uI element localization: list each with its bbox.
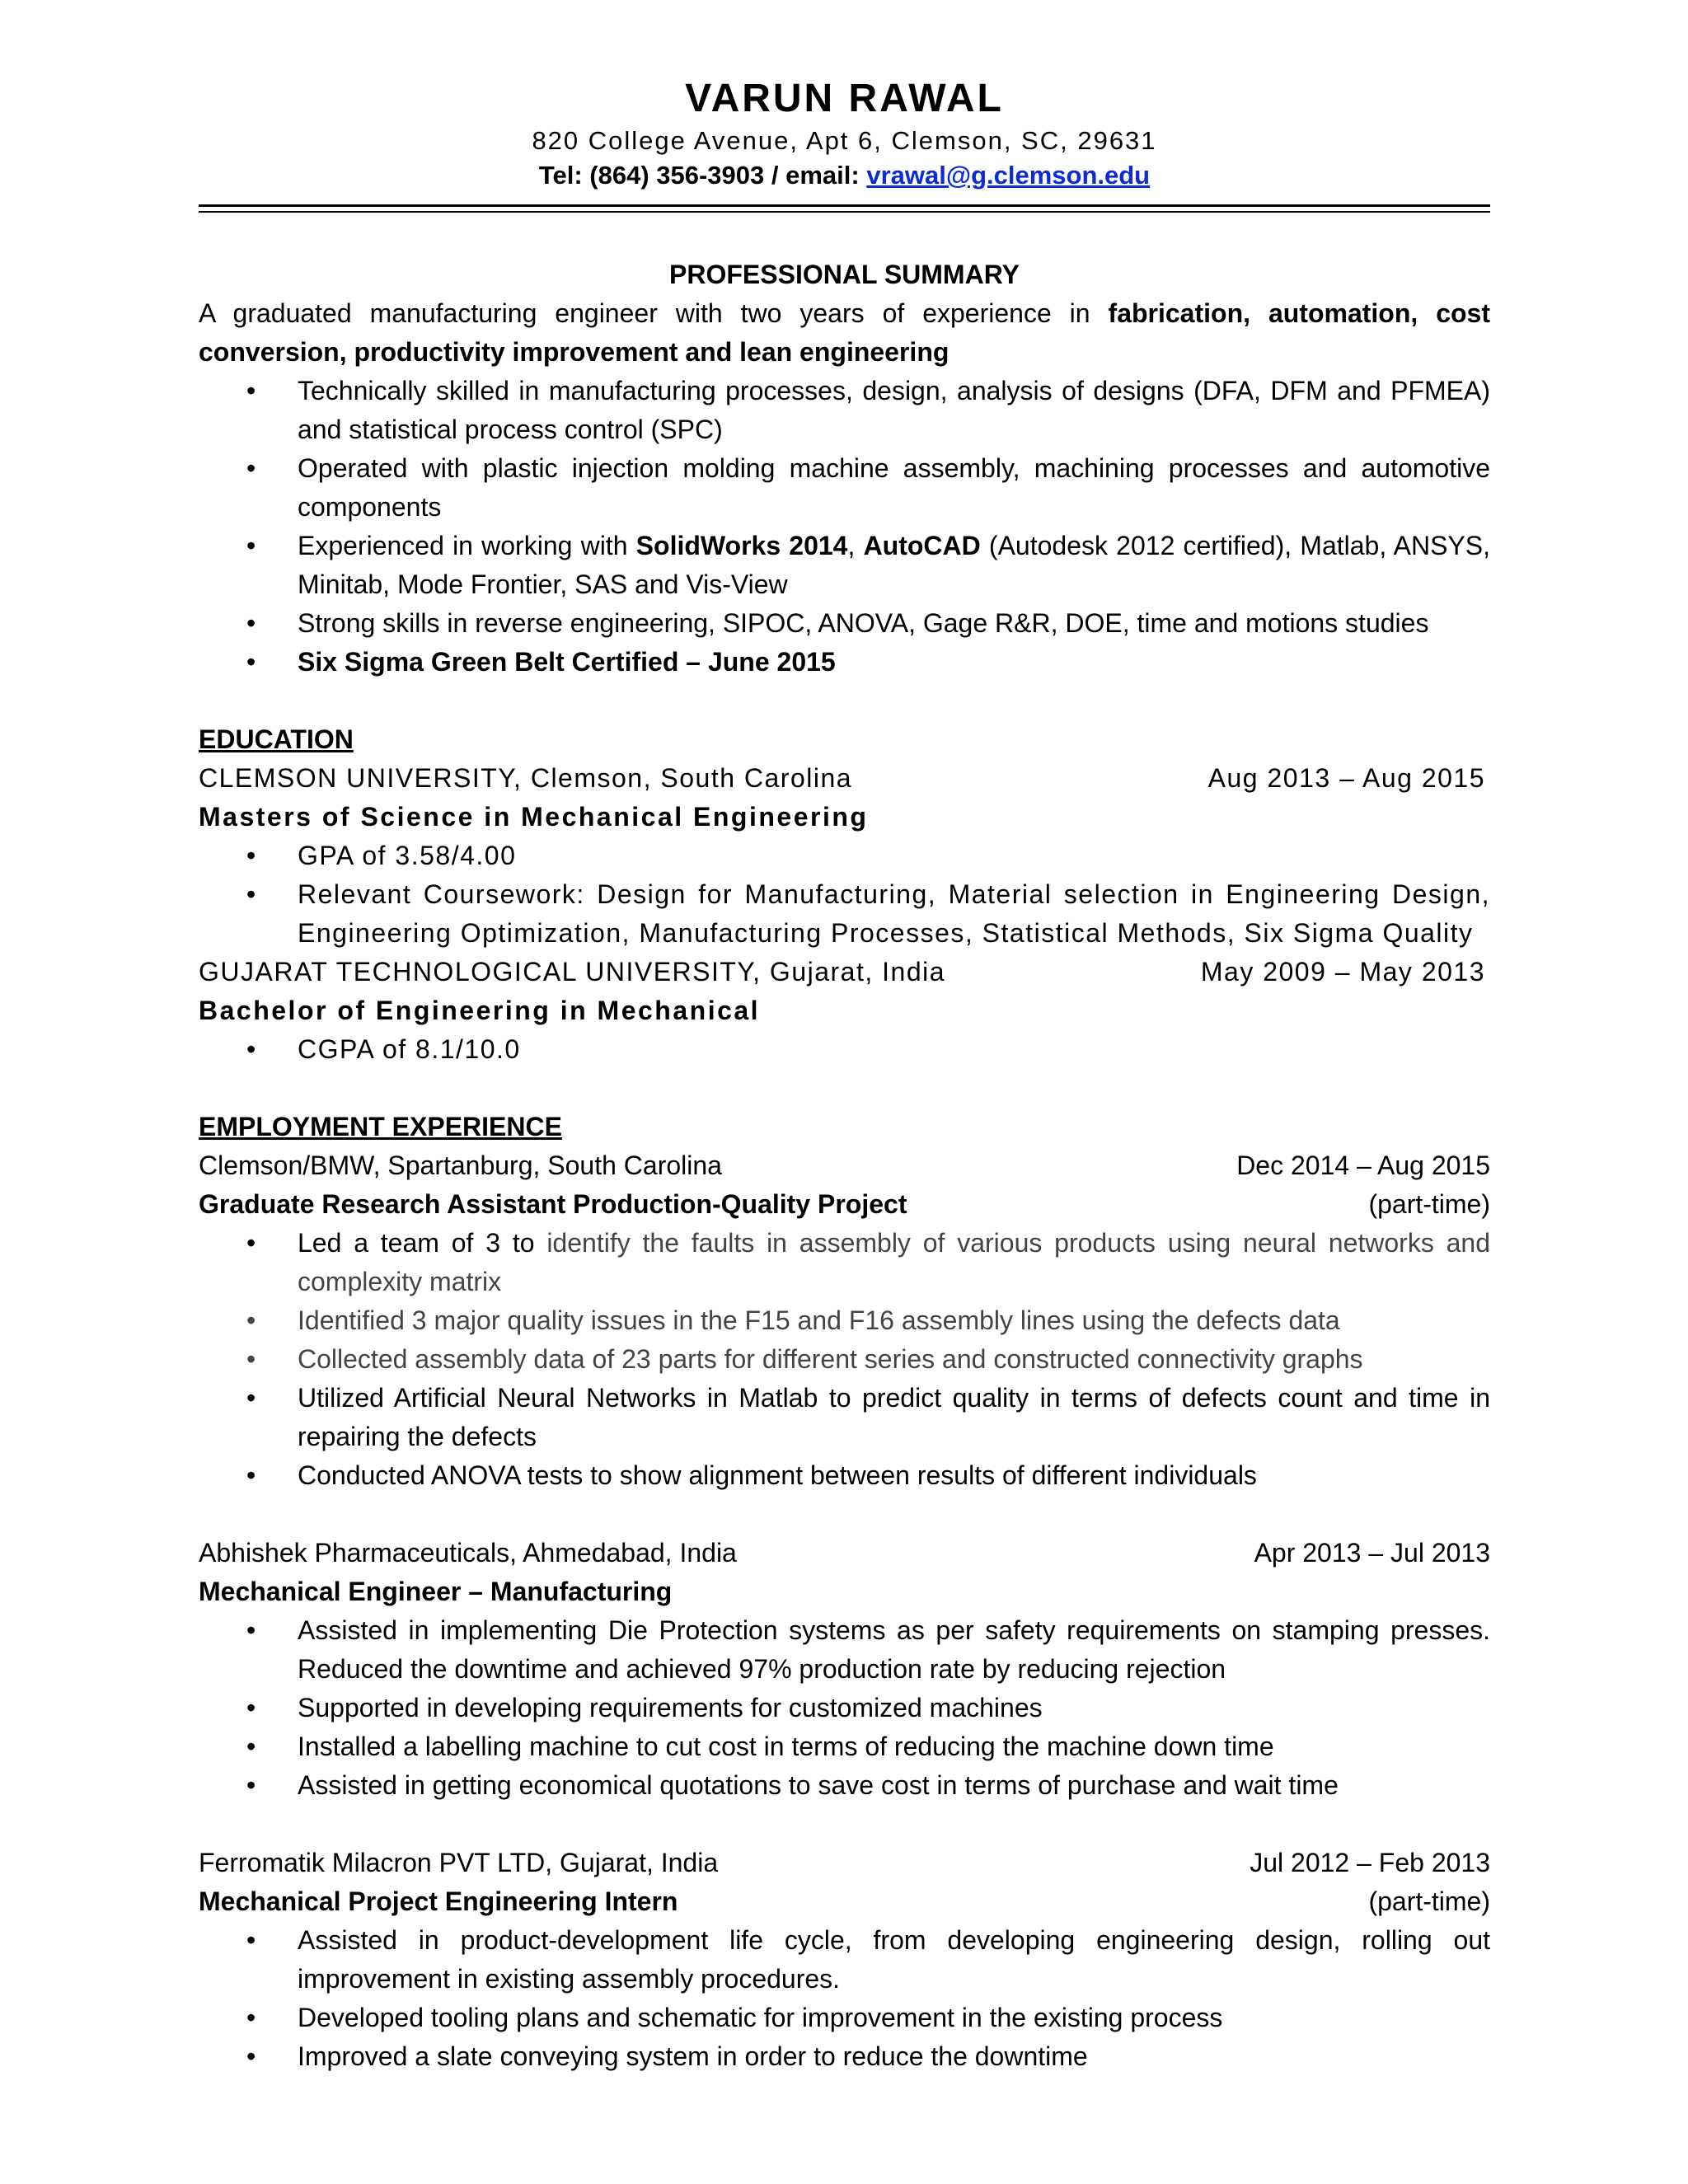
job-bullet: • Assisted in product-development life cycle, from developing engineering design, rolling out improvement in existing assembly procedures. (199, 1921, 1490, 1999)
job-note: (part-time) (1368, 1189, 1490, 1219)
job-bullet: • Developed tooling plans and schematic for improvement in the existing process (199, 1999, 1490, 2037)
summary-heading: PROFESSIONAL SUMMARY (669, 260, 1020, 289)
degree-title: Masters of Science in Mechanical Engineering (199, 802, 869, 832)
job-title-row (199, 1572, 1490, 1611)
job-bullet: • Assisted in implementing Die Protection systems as per safety requirements on stamping presses. Reduced the downtime and achieved 97% production rate by reducing rejection (199, 1611, 1490, 1689)
bullet-bold: AutoCAD (863, 531, 981, 560)
summary-intro (199, 294, 1490, 372)
job-header (199, 1844, 1490, 1882)
job-title-row (199, 1882, 1490, 1921)
tel-label: Tel: (864) 356-3903 / email: (538, 161, 867, 190)
job-bullet: • Utilized Artificial Neural Networks in Matlab to predict quality in terms of defects count and time in repairing the defects (199, 1379, 1490, 1456)
address: 820 College Avenue, Apt 6, Clemson, SC, 29631 (532, 126, 1157, 155)
job-dates: Dec 2014 – Aug 2015 (1236, 1151, 1490, 1180)
bullet-text: (Autodesk 2012 certified), Matlab, ANSYS, Minitab, Mode Frontier, SAS and Vis-View (298, 531, 1491, 599)
education-bullet: • CGPA of 8.1/10.0 (199, 1030, 1490, 1069)
company-name: Clemson/BMW, Spartanburg, South Carolina (199, 1151, 722, 1180)
summary-intro-text: A graduated manufacturing engineer with two years of experience in (199, 298, 1109, 328)
job-bullet: • Collected assembly data of 23 parts for different series and constructed connectivity graphs (199, 1340, 1490, 1379)
email-link[interactable]: vrawal@g.clemson.edu (866, 161, 1151, 190)
education-heading: EDUCATION (199, 724, 354, 754)
summary-intro-bold: fabrication, automation, cost conversion, productivity improvement and lean engineering (199, 298, 1491, 367)
job-bullets (199, 1611, 1490, 1805)
job-bullet (199, 1224, 1490, 1301)
bullet-bold: SolidWorks 2014 (635, 531, 848, 560)
bullet-bold: Six Sigma Green Belt Certified – June 2015 (298, 647, 836, 677)
education-dates: May 2009 – May 2013 (1200, 957, 1485, 987)
bullet-text: identify the faults in assembly of various products using neural networks and complexity matrix (298, 1228, 1491, 1296)
bullet-text: , (847, 531, 864, 560)
job-bullet: • Assisted in getting economical quotations to save cost in terms of purchase and wait time (199, 1766, 1490, 1805)
bullet-text: Experienced in working with (298, 531, 636, 560)
education-bullet: • Relevant Coursework: Design for Manufacturing, Material selection in Engineering Design, Engineering Optimization, Manufacturing Processes, Statistical Methods, Six Sigma Quality (199, 875, 1490, 953)
company-name: Abhishek Pharmaceuticals, Ahmedabad, India (199, 1538, 737, 1568)
job-bullet: • Identified 3 major quality issues in the F15 and F16 assembly lines using the defects data (199, 1301, 1490, 1340)
summary-bullet (199, 643, 1490, 682)
job-bullet: • Installed a labelling machine to cut cost in terms of reducing the machine down time (199, 1727, 1490, 1766)
job-bullet: • Supported in developing requirements for customized machines (199, 1689, 1490, 1727)
education-bullet: • GPA of 3.58/4.00 (199, 837, 1490, 875)
resume-page (199, 74, 1490, 2076)
header-divider (199, 204, 1490, 213)
job-title-row (199, 1185, 1490, 1224)
job-header (199, 1534, 1490, 1572)
summary-bullet: • Operated with plastic injection molding machine assembly, machining processes and automotive components (199, 449, 1490, 527)
job-bullet: • Conducted ANOVA tests to show alignment between results of different individuals (199, 1456, 1490, 1495)
job-dates: Apr 2013 – Jul 2013 (1254, 1538, 1490, 1568)
degree-title: Bachelor of Engineering in Mechanical (199, 996, 761, 1025)
school-name: CLEMSON UNIVERSITY, Clemson, South Carolina (199, 763, 853, 793)
contact-line (199, 158, 1490, 193)
summary-bullet: • Technically skilled in manufacturing processes, design, analysis of designs (DFA, DFM and PFMEA) and statistical process control (SPC) (199, 372, 1490, 449)
company-name: Ferromatik Milacron PVT LTD, Gujarat, India (199, 1848, 719, 1877)
job-title: Mechanical Project Engineering Intern (199, 1886, 678, 1916)
job-note: (part-time) (1368, 1886, 1490, 1916)
bullet-text: Led a team of 3 to (298, 1228, 547, 1258)
job-title: Mechanical Engineer – Manufacturing (199, 1577, 673, 1606)
job-bullet: • Improved a slate conveying system in order to reduce the downtime (199, 2037, 1490, 2076)
education-list (199, 837, 1490, 953)
candidate-name: VARUN RAWAL (685, 77, 1004, 120)
education-list (199, 1030, 1490, 1069)
education-entry-header (199, 759, 1490, 798)
job-header (199, 1146, 1490, 1185)
school-name: GUJARAT TECHNOLOGICAL UNIVERSITY, Gujarat, India (199, 957, 946, 987)
job-bullets (199, 1921, 1490, 2076)
education-entry-header (199, 953, 1490, 991)
summary-bullet (199, 527, 1490, 604)
summary-list (199, 372, 1490, 682)
job-dates: Jul 2012 – Feb 2013 (1250, 1848, 1490, 1877)
job-title: Graduate Research Assistant Production-Quality Project (199, 1189, 907, 1219)
summary-bullet: • Strong skills in reverse engineering, SIPOC, ANOVA, Gage R&R, DOE, time and motions studies (199, 604, 1490, 643)
job-bullets (199, 1224, 1490, 1495)
education-dates: Aug 2013 – Aug 2015 (1207, 763, 1485, 793)
employment-heading: EMPLOYMENT EXPERIENCE (199, 1112, 562, 1141)
